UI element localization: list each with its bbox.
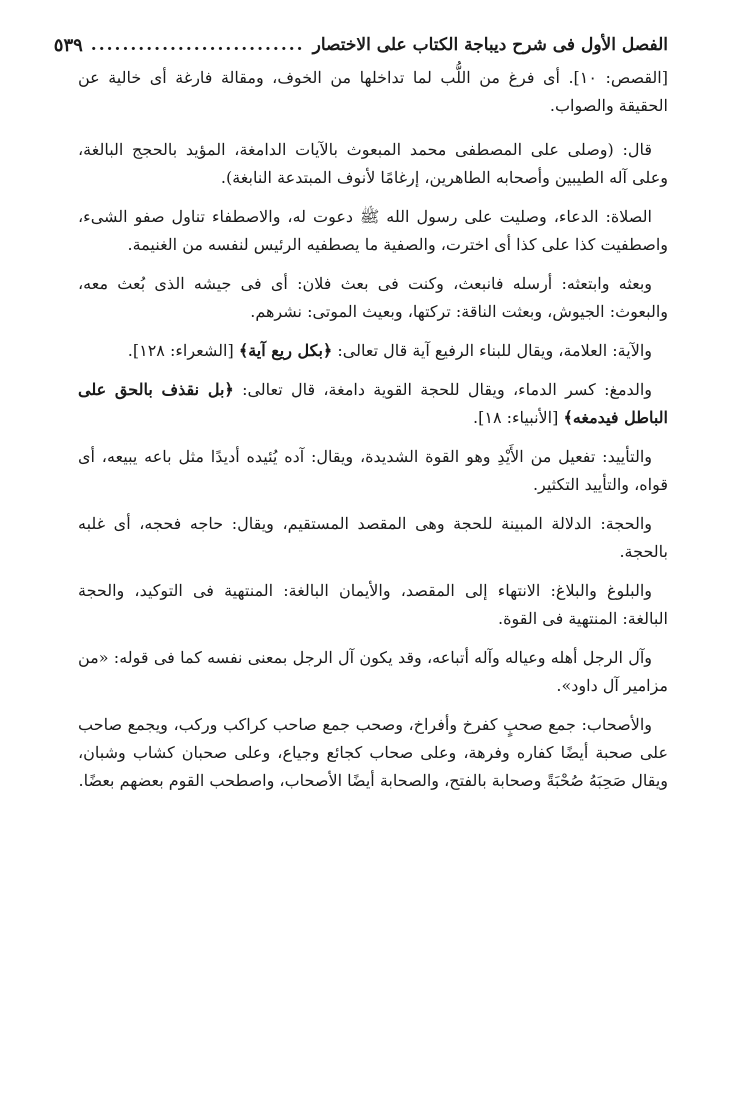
paragraph-hujjah: والحجة: الدلالة المبينة للحجة وهى المقصد المستقيم، ويقال: حاجه فحجه، أى غلبه بالحجة.	[78, 514, 668, 561]
quran-verse: ﴿بكل ريع آية﴾	[238, 341, 333, 360]
body-text	[78, 64, 668, 806]
paragraph-aal: وآل الرجل أهله وعياله وآله أتباعه، وقد يكون آل الرجل بمعنى نفسه كما فى قوله: «من مزامير آل داود».	[78, 648, 668, 695]
paragraph-author-quote: قال: (وصلى على المصطفى محمد المبعوث بالآيات الدامغة، المؤيد بالحجج البالغة، وعلى آله الطيبين وأصحابه الطاهرين، إرغامًا لأنوف المبتدعة النابغة).	[78, 140, 668, 187]
text-segment: والدمغ: كسر الدماء، ويقال للحجة القوية دامغة، قال تعالى:	[233, 380, 652, 399]
paragraph-buloogh: والبلوغ والبلاغ: الانتهاء إلى المقصد، والأيمان البالغة: المنتهية فى التوكيد، والحجة البالغة: المنتهية فى القوة.	[78, 581, 668, 628]
paragraph-baath: وبعثه وابتعثه: أرسله فانبعث، وكنت فى بعث فلان: أى فى جيشه الذى بُعث معه، والبعوث: الجيوش، وبعثت الناقة: تركتها، وبعيث الموتى: نشرهم.	[78, 274, 668, 321]
chapter-title: الفصل الأول فى شرح ديباجة الكتاب على الاختصار	[312, 35, 668, 55]
page-number: ٥٣٩	[53, 34, 83, 56]
text-segment: [الأنبياء: ١٨].	[473, 408, 564, 427]
paragraph-ayah	[78, 337, 668, 365]
paragraph-damgh	[78, 376, 668, 432]
paragraph-ashab: والأصحاب: جمع صحبٍ كفرخ وأفراخ، وصحب جمع صاحب كراكب وركب، ويجمع صاحب على صحبة أيضًا كفاره وفرهة، وعلى صحاب كجائع وجياع، وعلى صحبان كشاب وشبان، ويقال صَحِبَهُ صُحْبَةً وصحابة بالفتح، والصحابة أيضًا الأصحاب، واصطحب القوم بعضهم بعضًا.	[78, 715, 668, 790]
running-header	[53, 30, 668, 60]
quran-verse: ﴿بل نقذف بالحق على الباطل فيدمغه﴾	[78, 380, 668, 427]
paragraph-salah: الصلاة: الدعاء، وصليت على رسول الله ﷺ دعوت له، والاصطفاء تناول صفو الشىء، واصطفيت كذا على كذا أى اخترت، والصفية ما يصطفيه الرئيس لنفسه من الغنيمة.	[78, 207, 668, 254]
leader-dots: ...........................	[90, 35, 305, 55]
text-segment: والآية: العلامة، ويقال للبناء الرفيع آية قال تعالى:	[332, 341, 652, 360]
paragraph-taeed: والتأييد: تفعيل من الأَيْدِ وهو القوة الشديدة، ويقال: آده يُئيده أديدًا مثل باعه يبيعه، أى قواه، والتأييد التكثير.	[78, 447, 668, 494]
text-segment: [الشعراء: ١٢٨].	[127, 341, 239, 360]
paragraph-qasas-citation: [القصص: ١٠]. أى فرغ من اللُّب لما تداخلها من الخوف، ومقالة فارغة أى خالية عن الحقيقة والصواب.	[78, 68, 668, 115]
